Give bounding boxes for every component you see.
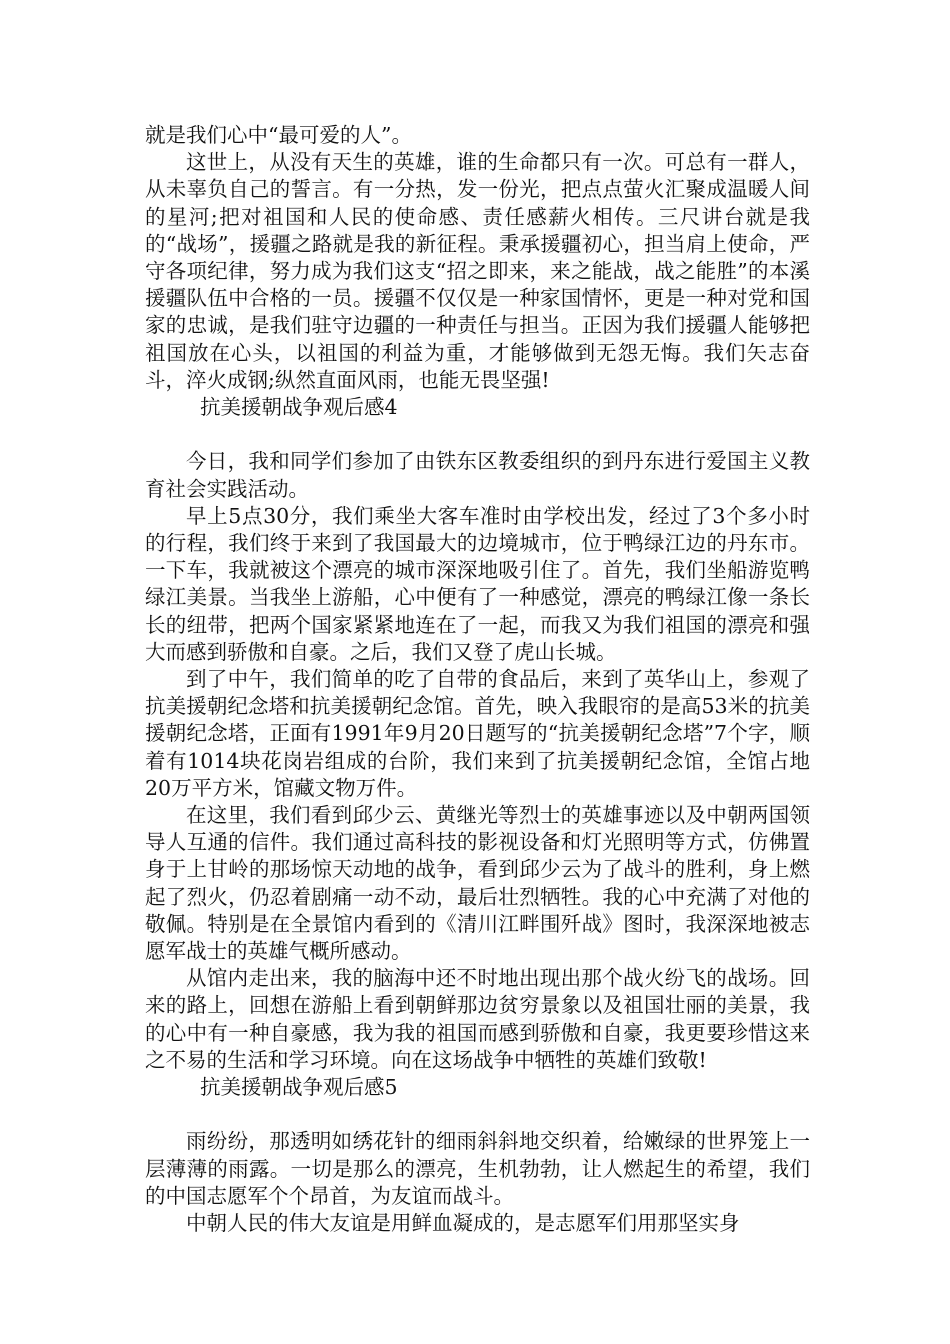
blank-line — [145, 421, 810, 448]
body-paragraph: 到了中午，我们简单的吃了自带的食品后，来到了英华山上，参观了抗美援朝纪念塔和抗美援朝纪念馆。首先，映入我眼帘的是高53米的抗美援朝纪念塔，正面有1991年9月20日题写的“抗美援朝纪念塔”7个字，顺着有1014块花岗岩组成的台阶，我们来到了抗美援朝纪念馆，全馆占地20万平方米，馆藏文物万件。 — [145, 667, 810, 800]
body-paragraph: 雨纷纷，那透明如绣花针的细雨斜斜地交织着，给嫩绿的世界笼上一层薄薄的雨露。一切是那么的漂亮，生机勃勃，让人燃起生的希望，我们的中国志愿军个个昂首，为友谊而战斗。 — [145, 1129, 810, 1208]
continuation-paragraph: 就是我们心中“最可爱的人”。 — [145, 123, 412, 147]
body-paragraph: 今日，我和同学们参加了由铁东区教委组织的到丹东进行爱国主义教育社会实践活动。 — [145, 449, 810, 501]
blank-line — [145, 1101, 810, 1128]
body-paragraph: 这世上，从没有天生的英雄，谁的生命都只有一次。可总有一群人，从未辜负自己的誓言。有一分热，发一份光，把点点萤火汇聚成温暖人间的星河;把对祖国和人民的使命感、责任感薪火相传。三尺讲台就是我的“战场”，援疆之路就是我的新征程。秉承援疆初心，担当肩上使命，严守各项纪律，努力成为我们这支“招之即来，来之能战，战之能胜”的本溪援疆队伍中合格的一员。援疆不仅仅是一种家国情怀，更是一种对党和国家的忠诚，是我们驻守边疆的一种责任与担当。正因为我们援疆人能够把祖国放在心头，以祖国的利益为重，才能够做到无怨无悔。我们矢志奋斗，淬火成钢;纵然直面风雨，也能无畏坚强! — [145, 150, 810, 392]
body-paragraph: 中朝人民的伟大友谊是用鲜血凝成的，是志愿军们用那坚实身 — [186, 1211, 740, 1236]
section-heading: 抗美援朝战争观后感4 — [200, 395, 398, 420]
body-paragraph: 在这里，我们看到邱少云、黄继光等烈士的英雄事迹以及中朝两国领导人互通的信件。我们通过高科技的影视设备和灯光照明等方式，仿佛置身于上甘岭的那场惊天动地的战争，看到邱少云为了战斗的胜利，身上燃起了烈火，仍忍着剧痛一动不动，最后壮烈牺牲。我的心中充满了对他的敬佩。特别是在全景馆内看到的《清川江畔围歼战》图时，我深深地被志愿军战士的英雄气概所感动。 — [145, 803, 810, 964]
body-paragraph: 早上5点30分，我们乘坐大客车准时由学校出发，经过了3个多小时的行程，我们终于来到了我国最大的边境城市，位于鸭绿江边的丹东市。一下车，我就被这个漂亮的城市深深地吸引住了。首先，我们坐船游览鸭绿江美景。当我坐上游船，心中便有了一种感觉，漂亮的鸭绿江像一条长长的纽带，把两个国家紧紧地连在了一起，而我又为我们祖国的漂亮和强大而感到骄傲和自豪。之后，我们又登了虎山长城。 — [145, 503, 810, 664]
body-paragraph: 从馆内走出来，我的脑海中还不时地出现出那个战火纷飞的战场。回来的路上，回想在游船上看到朝鲜那边贫穷景象以及祖国壮丽的美景，我的心中有一种自豪感，我为我的祖国而感到骄傲和自豪，我更要珍惜这来之不易的生活和学习环境。向在这场战争中牺牲的英雄们致敬! — [145, 966, 810, 1072]
document-page — [145, 122, 810, 1237]
section-heading: 抗美援朝战争观后感5 — [200, 1075, 398, 1100]
